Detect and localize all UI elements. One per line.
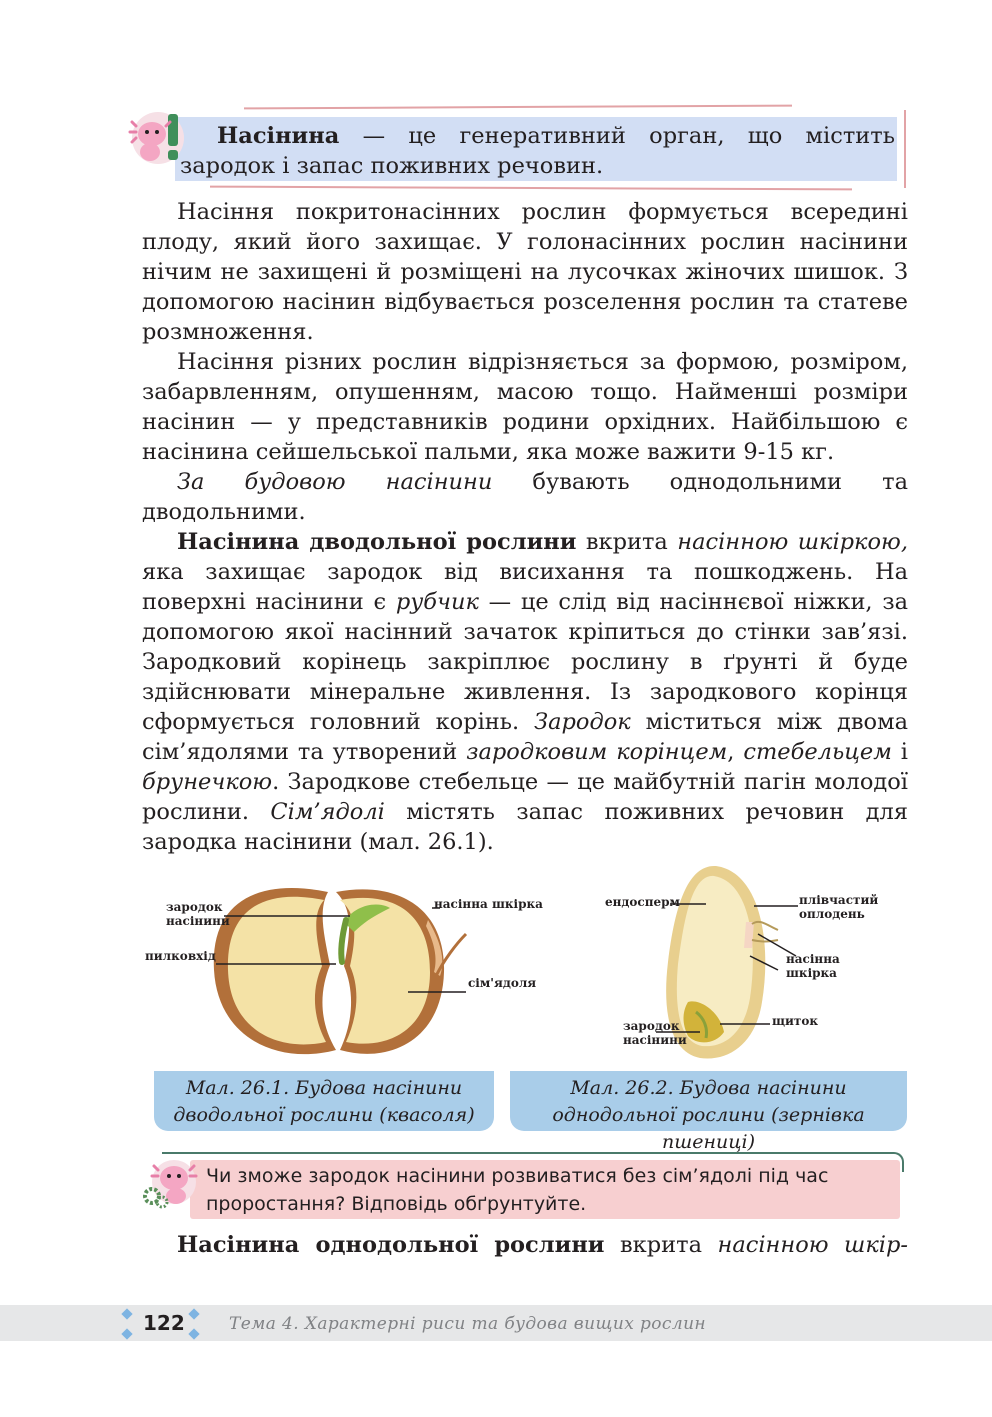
dicot-seed-term: Насінина дводольної рослини [177,529,577,555]
body-text-bottom [142,1230,908,1260]
paragraph-3-rest: бувають однодольними та дводольними. [142,469,908,525]
paragraph-3-emphasis: За будовою насінини [177,469,493,495]
definition-top-rule [244,105,792,110]
axolotl-gears-icon [138,1156,200,1212]
question-text: Чи зможе зародок насінини розвиватися без сім’ядолі під час проростання? Відповідь обґрунтуйте. [206,1165,829,1215]
figure-1-caption: Мал. 26.1. Будова насінини дводольної рослини (квасоля) [154,1071,494,1131]
footer-topic-title: Тема 4. Характерні риси та будова вищих рослин [229,1314,707,1334]
axolotl-exclamation-icon [128,108,186,168]
paragraph-5: Насінина однодольної рослини вкрита насінною шкір- [177,1232,909,1258]
paragraph-1: Насіння покритонасінних рослин формується всередині плоду, який його захищає. У голонасінних рослин насінини нічим не захищені й розміщені на лусочках жіночих шишок. З допомогою насінин відбувається розселення рослин та статеве розмноження. [142,199,908,345]
definition-bottom-rule [210,186,852,191]
definition-body: — це генеративний орган, що містить зародок і запас поживних речовин. [180,123,895,179]
label-micropyle: пилковхід [145,949,216,963]
label-seed-coat-2: насінна шкірка [786,952,840,980]
label-embryo-2: зародок насінини [623,1019,687,1047]
monocot-seed-term: Насінина однодольної рослини [177,1232,605,1258]
label-scutellum: щиток [772,1014,818,1028]
paragraph-4: Насінина дводольної рослини вкрита насінною шкіркою, яка захищає зародок від висихання та пошкоджень. На поверхні насінини є рубчик — це слід від насіннєвої ніжки, за допомогою якої насінний зачаток кріпиться до стінки зав’язі. Зародковий корінець закріплює рослину в ґрунті й буде здійснювати мінеральне живлення. Із зародкового корінця сформується головний корінь. Зародок міститься між двома сім’ядолями та утворений зародковим корінцем, стебельцем і брунечкою. Зародкове стебельце — це майбутній пагін молодої рослини. Сім’ядолі містять запас поживних речовин для зародка насінини (мал. 26.1). [142,529,909,855]
label-embryo-1: зародок насінини [166,900,230,928]
label-pericarp: плівчастий оплодень [799,893,879,921]
label-cotyledon: сім'ядоля [468,976,537,990]
page-number: 122 [143,1311,185,1335]
label-endosperm: ендосперм [605,895,680,909]
paragraph-3 [142,467,908,527]
definition-term: Насінина [217,123,340,149]
body-text-top [142,197,908,857]
definition-text [180,121,895,181]
paragraph-2: Насіння різних рослин відрізняється за формою, розміром, забарвленням, опушенням, масою тощо. Найменші розміри насінин — у представників родини орхідних. Найбільшою є насінина сейшельської пальми, яка може важити 9-15 кг. [142,349,908,465]
figure-2-caption: Мал. 26.2. Будова насінини однодольної рослини (зернівка пшениці) [510,1071,907,1131]
definition-right-rule [904,110,906,188]
label-seed-coat-1: насінна шкірка [434,897,543,911]
